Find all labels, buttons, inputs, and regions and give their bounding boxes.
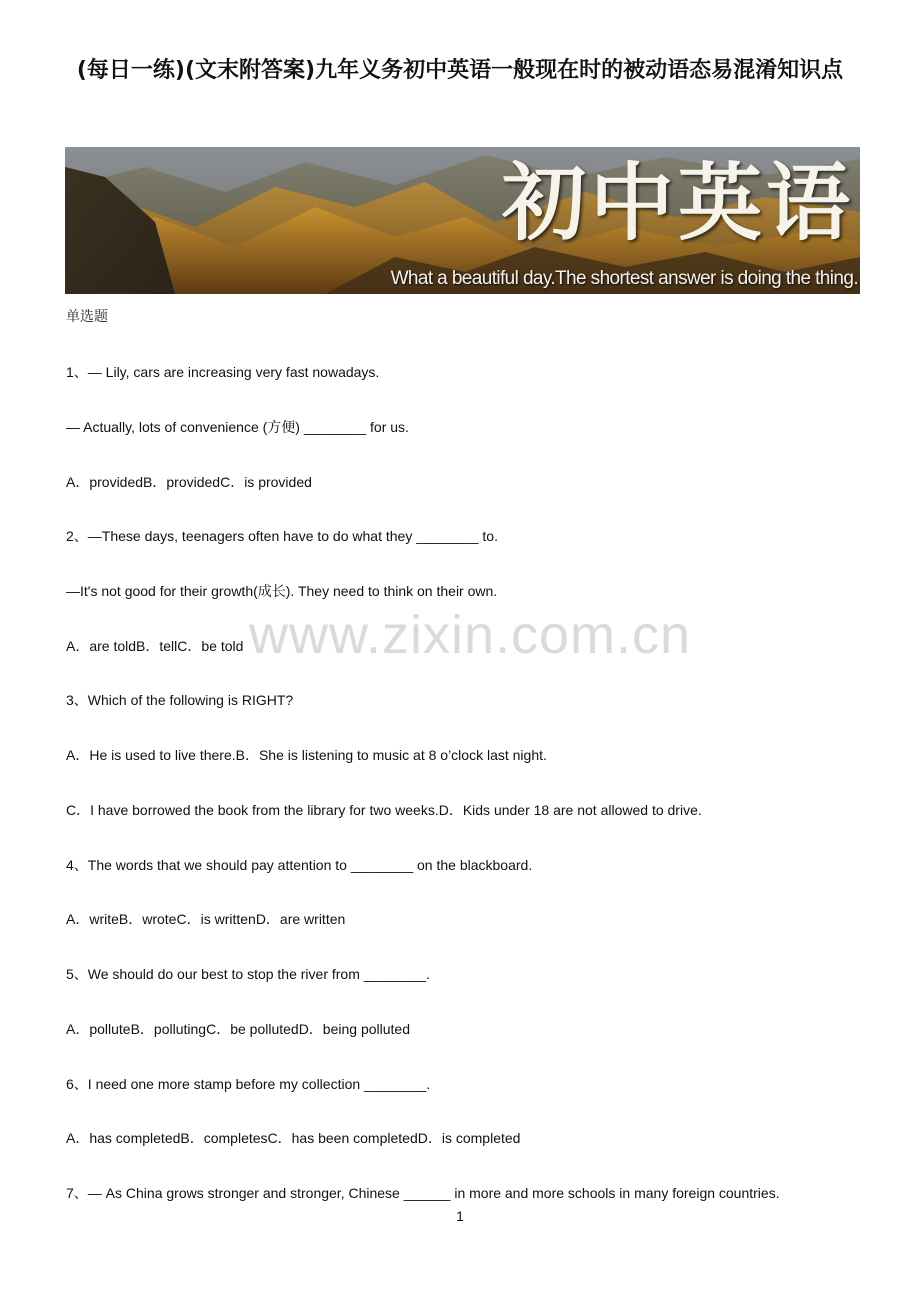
question-3-options-ab: A．He is used to live there.B．She is listening to music at 8 o’clock last night. [66, 747, 547, 763]
question-6-prompt: 6、I need one more stamp before my collection ________. [66, 1076, 431, 1092]
question-5-options: A．polluteB．pollutingC．be pollutedD．being polluted [66, 1021, 410, 1037]
question-2-reply: —It's not good for their growth(成长). They need to think on their own. [66, 583, 498, 599]
question-4-prompt: 4、The words that we should pay attention to ________ on the blackboard. [66, 857, 533, 873]
question-3-prompt: 3、Which of the following is RIGHT? [66, 692, 294, 708]
banner-english-text: What a beautiful day.The shortest answer is doing the thing. [390, 268, 858, 289]
question-1-reply: — Actually, lots of convenience (方便) ________ for us. [66, 419, 409, 435]
watermark: www.zixin.com.cn [248, 605, 692, 665]
document-title: (每日一练)(文末附答案)九年义务初中英语一般现在时的被动语态易混淆知识点 [76, 58, 844, 83]
question-7-prompt: 7、— As China grows stronger and stronger, Chinese ______ in more and more schools in many foreign countries. [66, 1185, 780, 1201]
question-6-options: A．has completedB．completesC．has been completedD．is completed [66, 1130, 521, 1146]
question-4-options: A．writeB．wroteC．is writtenD．are written [66, 911, 346, 927]
question-2-prompt: 2、—These days, teenagers often have to do what they ________ to. [66, 528, 498, 544]
question-1-options: A．providedB．providedC．is provided [66, 474, 312, 490]
question-3-options-cd: C．I have borrowed the book from the library for two weeks.D．Kids under 18 are not allowed to drive. [66, 802, 702, 818]
banner-chinese-text: 初中英语 [501, 153, 854, 252]
question-1-prompt: 1、— Lily, cars are increasing very fast nowadays. [66, 364, 380, 380]
section-label: 单选题 [66, 308, 108, 324]
question-2-options: A．are toldB．tellC．be told [66, 638, 244, 654]
page-number: 1 [456, 1208, 464, 1224]
question-5-prompt: 5、We should do our best to stop the river from ________. [66, 966, 430, 982]
banner-image [65, 147, 860, 294]
